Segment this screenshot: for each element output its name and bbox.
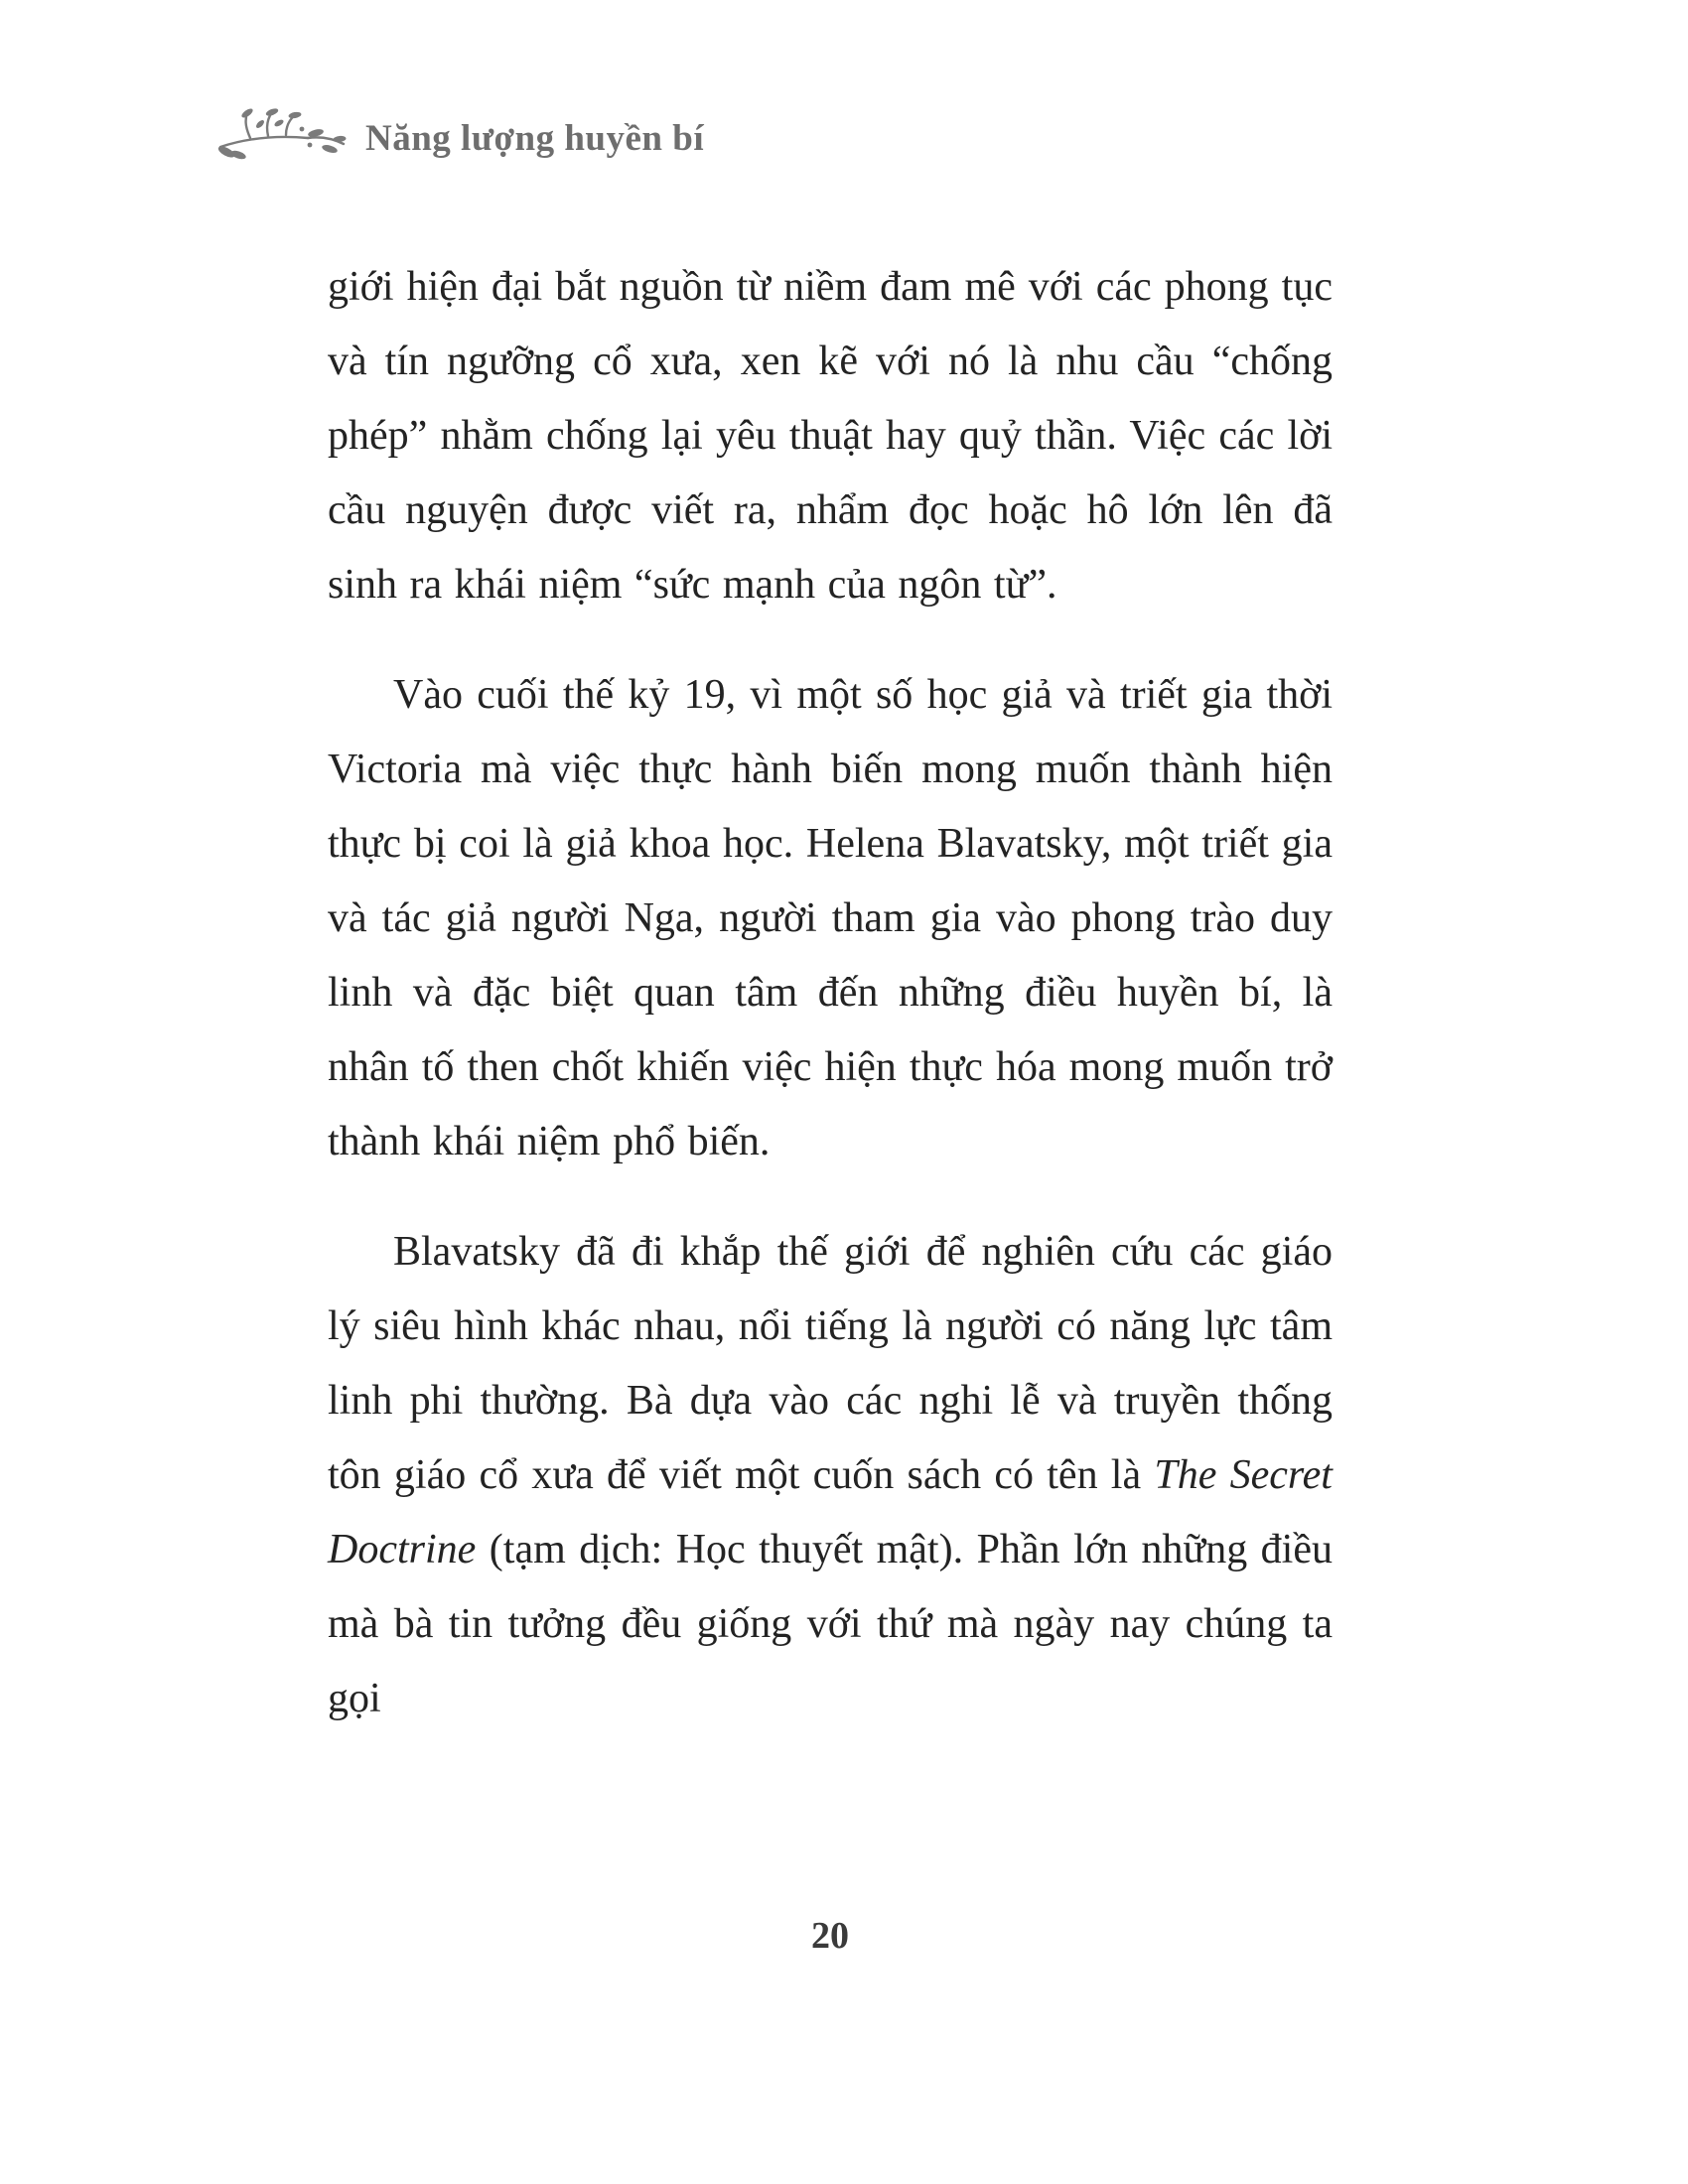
paragraph-2: Vào cuối thế kỷ 19, vì một số học giả và triết gia thời Victoria mà việc thực hành biến mong muốn thành hiện thực bị coi là giả khoa học. Helena Blavatsky, một triết gia và tác giả người Nga, người tham gia vào phong trào duy linh và đặc biệt quan tâm đến những điều huyền bí, là nhân tố then chốt khiến việc hiện thực hóa mong muốn trở thành khái niệm phổ biến. [328,672,1333,1164]
book-title-italic: The Secret Doctrine [328,1452,1333,1572]
paragraph-3 [328,1215,1333,1736]
branch-ornament-icon [216,107,348,169]
page-number: 20 [811,1915,849,1957]
paragraph-3-text: Blavatsky đã đi khắp thế giới để nghiên cứu các giáo lý siêu hình khác nhau, nổi tiếng là người có năng lực tâm linh phi thường. Bà dựa vào các nghi lễ và truyền thống tôn giáo cổ xưa để viết một cuốn sách có tên là [328,1229,1333,1498]
body-text [328,250,1333,1772]
paragraph-3-text-after: (tạm dịch: Học thuyết mật). Phần lớn những điều mà bà tin tưởng đều giống với thứ mà ngày nay chúng ta gọi [328,1527,1333,1721]
page-header [216,107,704,169]
paragraph-1: giới hiện đại bắt nguồn từ niềm đam mê với các phong tục và tín ngưỡng cổ xưa, xen kẽ với nó là nhu cầu “chống phép” nhằm chống lại yêu thuật hay quỷ thần. Việc các lời cầu nguyện được viết ra, nhẩm đọc hoặc hô lớn lên đã sinh ra khái niệm “sức mạnh của ngôn từ”. [328,264,1333,608]
book-title-header: Năng lượng huyền bí [365,117,705,159]
